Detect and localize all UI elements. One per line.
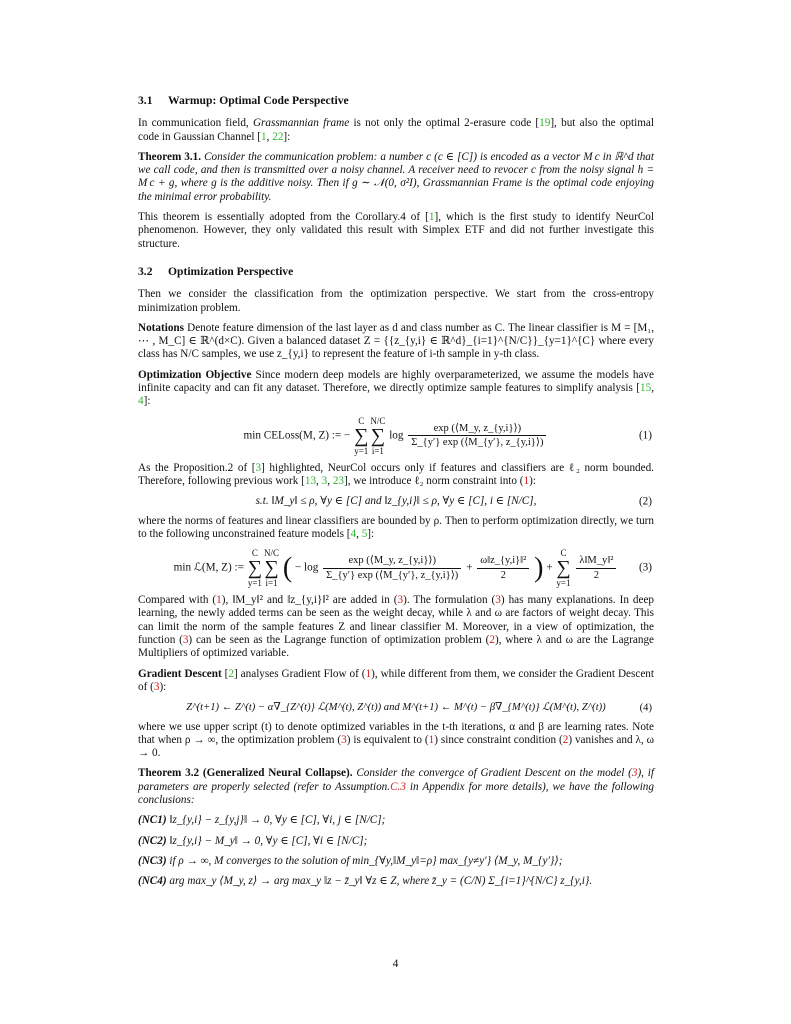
paragraph-grassmannian: In communication field, Grassmannian frame is not only the optimal 2-erasure code [19], but also the optimal code in Gaussian Channel [1, 22]:: [138, 117, 655, 143]
eq3-weight-term: $\frac{\text{ω‖z\_\{y,i\}‖²}}{2}$: [477, 554, 529, 582]
theorem-label: Theorem 3.2: [138, 767, 200, 780]
citation-link[interactable]: 19: [539, 117, 551, 130]
paragraph-upper-script: where we use upper script (t) to denote optimized variables in the t-th iterations, α and β are learning rates. Note that when ρ → ∞, the optimization problem (3) is equivalent to (1) since constraint condition (2) vanishes and λ, ω → 0.: [138, 720, 654, 760]
paragraph-objective: Optimization Objective Since modern deep models are highly overparameterized, we assume the models have infinite capacity and can fit any dataset. Therefore, we directly optimize sample features to simplify analysis [15, 4]:: [138, 368, 654, 408]
eq1-fraction: $\frac{\exp (⟨M\_y, z\_\{y,i\}⟩)}{\Sigma\_\{y'\} \exp (⟨M\_\{y'\}, z\_\{y,i\}⟩)}$: [408, 422, 546, 450]
citation-link[interactable]: 23: [332, 474, 344, 487]
equation-ref[interactable]: 2: [489, 634, 495, 647]
equation-ref[interactable]: 3: [631, 767, 638, 780]
paragraph-gradient-descent: Gradient Descent [2] analyses Gradient Flow of (1), while different from them, we consider the Gradient Descent of (3):: [138, 667, 654, 693]
equation-ref[interactable]: 1: [216, 594, 222, 607]
eq2-constraint: s.t. ‖M_y‖ ≤ ρ, ∀y ∈ [C] and ‖z_{y,i}‖ ≤ ρ, ∀y ∈ [C], i ∈ [N/C],: [255, 495, 537, 508]
conclusion-nc4: [138, 875, 654, 888]
citation-link[interactable]: 15: [640, 382, 652, 395]
section-title: Optimization Perspective: [168, 264, 294, 278]
equation-4: [138, 701, 654, 714]
theorem-name: (Generalized Neural Collapse).: [202, 767, 353, 780]
citation-link[interactable]: 3: [255, 461, 262, 474]
citation-link[interactable]: 1: [428, 211, 435, 224]
equation-ref[interactable]: 2: [562, 733, 569, 746]
section-number: 3.2: [138, 264, 153, 278]
term-grassmannian-frame: Grassmannian frame: [252, 117, 350, 130]
sum-over-samples: N/C ∑ i=1: [370, 415, 386, 456]
citation-link[interactable]: 13: [304, 474, 317, 487]
equation-number: (1): [638, 428, 652, 441]
sum-over-samples: N/C ∑ i=1: [264, 548, 280, 589]
eq1-log: log: [389, 429, 404, 442]
paragraph-corollary: This theorem is essentially adopted from the Corollary.4 of [1], which is the first study to identify NeurCol phenomenon. However, they only validated this result with Simplex ETF and did not further investigate this structure.: [138, 211, 654, 250]
conclusion-text: if ρ → ∞, M converges to the solution of min_{∀y,‖M_y‖=ρ} max_{y≠y′} ⟨M_y, M_{y′}⟩;: [169, 854, 563, 867]
eq3-fraction: $\frac{\exp (⟨M\_y, z\_\{y,i\}⟩)}{\Sigma\_\{y'\} \exp (⟨M\_\{y'\}, z\_\{y,i\}⟩)}$: [323, 554, 461, 582]
sum-over-classes: C ∑ y=1: [354, 415, 369, 456]
left-paren: (: [282, 552, 293, 584]
theorem-label: Theorem 3.1.: [138, 150, 202, 163]
notations-label: Notations: [138, 321, 184, 334]
objective-label: Optimization Objective: [138, 368, 252, 381]
gradient-descent-label: Gradient Descent: [138, 667, 222, 680]
citation-link[interactable]: 5: [361, 527, 368, 540]
citation-link[interactable]: 2: [228, 667, 234, 680]
equation-1: [138, 416, 654, 456]
section-heading-3-1: [138, 94, 654, 107]
theorem-3-1: [138, 151, 654, 204]
citation-link[interactable]: 1: [261, 130, 267, 143]
conclusion-label: (NC3): [138, 854, 167, 867]
conclusion-label: (NC4): [138, 875, 167, 888]
eq1-lhs: min CELoss(M, Z) := −: [243, 429, 351, 442]
citation-link[interactable]: 22: [272, 130, 284, 143]
equation-ref[interactable]: 3: [341, 733, 347, 746]
equation-ref[interactable]: 3: [153, 680, 160, 693]
conclusion-text: ‖z_{y,i} − M_y‖ → 0, ∀y ∈ [C], ∀i ∈ [N/C];: [169, 834, 368, 847]
equation-ref[interactable]: 3: [182, 634, 189, 647]
citation-link[interactable]: 4: [138, 395, 144, 408]
section-number: 3.1: [138, 94, 153, 107]
paragraph-proposition: As the Proposition.2 of [3] highlighted, NeurCol occurs only if features and classifiers are ℓ₂ norm bounded. Therefore, following previous work [13, 3, 23], we introduce ℓ₂ norm constraint into (1):: [138, 461, 654, 487]
equation-ref[interactable]: 3: [397, 594, 404, 607]
equation-ref[interactable]: 1: [365, 667, 372, 680]
page-number: 4: [392, 958, 399, 970]
equation-2: [138, 495, 654, 508]
paragraph-norms: where the norms of features and linear classifiers are bounded by ρ. Then to perform optimization directly, we turn to the following unconstrained feature models [4, 5]:: [138, 514, 654, 540]
eq3-lhs: min ℒ(M, Z) :=: [173, 561, 244, 574]
citation-link[interactable]: 3: [321, 474, 328, 487]
conclusion-nc1: [138, 814, 654, 827]
paragraph-classification: Then we consider the classification from the optimization perspective. We start from the cross-entropy minimization problem.: [138, 288, 654, 314]
eq3-log: − log: [294, 561, 319, 574]
paragraph-notations: Notations Denote feature dimension of the last layer as d and class number as C. The linear classifier is M = [M₁, ⋯ , M_C] ∈ ℝ^(d×C). Given a balanced dataset Z = {{z_{y,i} ∈ ℝ^d}_{i=1}^{N/C}}_{y=1}^{C} where every class has N/C samples, we use z_{y,i} to represent the feature of i-th sample in y-th class.: [138, 321, 654, 361]
citation-link[interactable]: 4: [350, 527, 357, 540]
sum-over-classes: C ∑ y=1: [247, 548, 263, 589]
conclusion-nc2: [138, 835, 654, 848]
sum-over-classes: C ∑ y=1: [556, 548, 571, 589]
equation-3: min ℒ(M, Z) := C ∑ y=1N/C ∑ i=1 ( − log $\frac{\exp (⟨M\_y, z\_\{y,i\}⟩)}{\Sigma\_\{y'\} \exp (⟨M\_\{y'\}, z\_\{y,i\}⟩)}$ + $\frac{\text{ω‖z\_\{y,i\}‖²}}{2}$ ) + C ∑ y=1 $\frac{\text{λ‖M\_y‖²}}{2}$ (3): [173, 548, 652, 589]
equation-number: (2): [638, 495, 652, 508]
equation-number: (3): [638, 561, 652, 574]
paragraph-comparison: Compared with (1), ‖M_y‖² and ‖z_{y,i}‖² are added in (3). The formulation (3) has many explanations. In deep learning, the newly added terms can be seen as the weight decay, while λ and ω are factors of weight decay. This can limit the norm of the sample features Z and linear classifier M. Moreover, in a view of optimization, the function (3) can be seen as the Lagrange function of optimization problem (2), where λ and ω are the Lagrange Multipliers of optimized variable.: [138, 594, 655, 660]
conclusion-label: (NC1): [138, 814, 167, 827]
equation-number: (4): [639, 702, 652, 714]
section-heading-3-2: [138, 265, 654, 278]
theorem-text: Consider the communication problem: a number c (c ∈ [C]) is encoded as a vector M c in ℝ^d that we call code, and then is transmitted over a noisy channel. A receiver need to revocer c from the noisy signal h = M c + g, where g is the additive noisy. Then if g ∼ 𝒩(0, σ²I), Grassmannian Frame is the optimal code enjoying the minimal error probability.: [138, 150, 655, 203]
eq4-update-rule: Z^(t+1) ← Z^(t) − α∇_{Z^(t)} ℒ(M^(t), Z^(t)) and M^(t+1) ← M^(t) − β∇_{M^(t)} ℒ(M^(t), Z^(t)): [186, 702, 606, 714]
conclusion-label: (NC2): [138, 834, 167, 847]
conclusion-text: arg max_y ⟨M_y, z⟩ → arg max_y ‖z − z̄_y‖ ∀z ∈ Z, where z̄_y = (C/N) Σ_{i=1}^{N/C} z_{y,i}.: [169, 875, 593, 888]
equation-ref[interactable]: 3: [495, 594, 501, 607]
equation-ref[interactable]: 1: [523, 474, 530, 487]
paper-page: [138, 94, 654, 895]
right-paren: ): [534, 552, 544, 584]
theorem-3-2: Theorem 3.2 (Generalized Neural Collapse). Consider the convergce of Gradient Descent on the model (3), if parameters are properly selected (refer to Assumption.C.3 in Appendix for more details), we have the following conclusions:: [138, 767, 654, 806]
appendix-ref[interactable]: C.3: [390, 780, 406, 793]
conclusion-nc3: [138, 855, 654, 868]
eq3-lambda-term: $\frac{\text{λ‖M\_y‖²}}{2}$: [576, 554, 616, 582]
section-title: Warmup: Optimal Code Perspective: [168, 94, 349, 107]
conclusion-text: ‖z_{y,i} − z_{y,j}‖ → 0, ∀y ∈ [C], ∀i, j ∈ [N/C];: [169, 814, 386, 827]
equation-ref[interactable]: 1: [428, 733, 435, 746]
